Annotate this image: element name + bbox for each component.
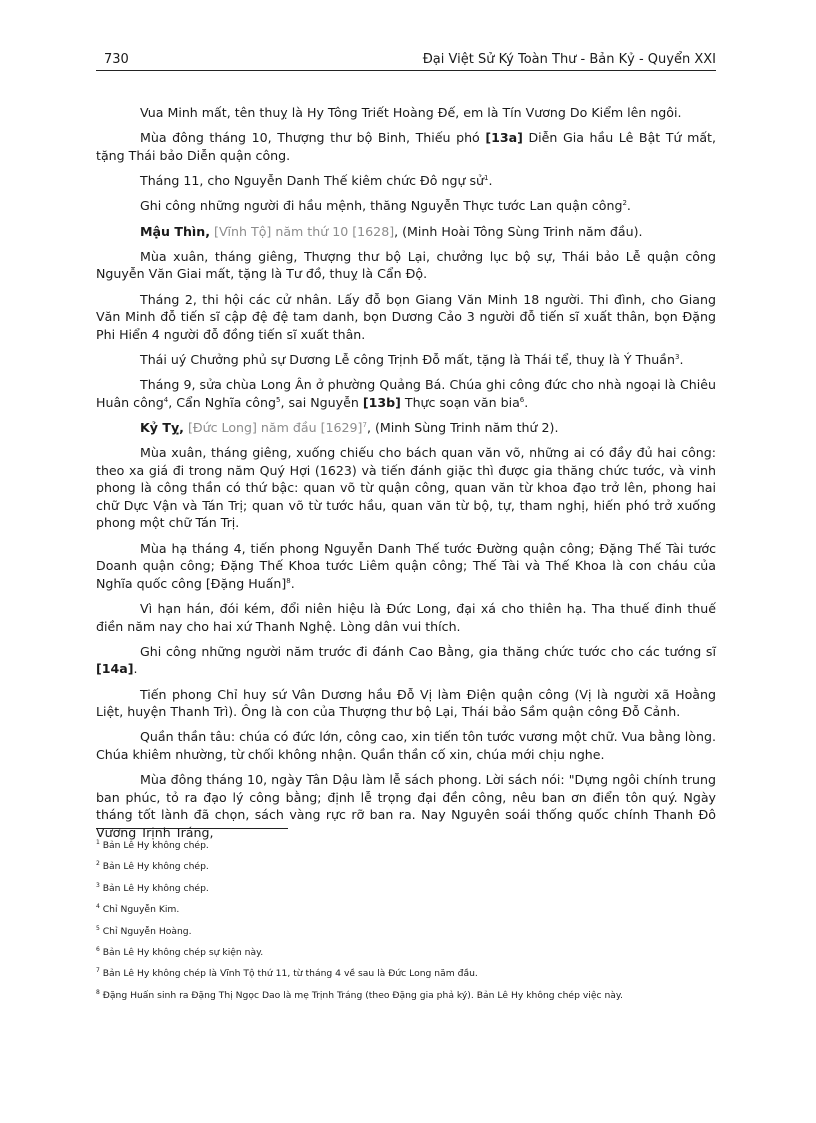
paragraph: Mùa hạ tháng 4, tiến phong Nguyễn Danh Thế tước Đường quận công; Đặng Thế Tài tước Doanh quận công; Đặng Thế Khoa tước Liêm quận công; Thế Tài và Thế Khoa là con cháu của Nghĩa quốc công [Đặng Huấn]$^8$.: [96, 540, 716, 591]
footnote-ref[interactable]: 2: [622, 199, 627, 208]
paragraph: Tháng 2, thi hội các cử nhân. Lấy đỗ bọn Giang Văn Minh 18 người. Thi đình, cho Giang Văn Minh đỗ tiến sĩ cập đệ đệ tam danh, bọn Dương Cảo 3 người đỗ tiến sĩ xuất thân, bọn Đặng Phi Hiển 4 người đỗ đồng tiến sĩ xuất thân.: [96, 291, 716, 342]
paragraph: Vua Minh mất, tên thuỵ là Hy Tông Triết Hoàng Đế, em là Tín Vương Do Kiểm lên ngôi.: [140, 105, 682, 120]
paragraph: Vì hạn hán, đói kém, đổi niên hiệu là Đức Long, đại xá cho thiên hạ. Tha thuế đinh thuế điền năm nay cho hai xứ Thanh Nghệ. Lòng dân vui thích.: [96, 601, 716, 634]
paragraph: Mùa đông tháng 10, ngày Tân Dậu làm lễ sách phong. Lời sách nói: "Dựng ngôi chính trung ban phúc, tỏ ra đạo lý công bằng; định lễ trọng đại đền công, nêu ban ơn điển tôn quý. Ngày tháng tốt lành đã chọn, sách vàng rực rỡ ban ra. Nay Nguyên soái thống quốc chính Thanh Đô Vương Trịnh Tráng,: [96, 772, 716, 840]
paragraph: Mùa xuân, tháng giêng, Thượng thư bộ Lại, chưởng lục bộ sự, Thái bảo Lễ quận công Nguyễn Văn Giai mất, tặng là Tư đồ, thuỵ là Cẩn Độ.: [96, 248, 716, 282]
footnote-ref[interactable]: 7: [362, 420, 367, 429]
year-name: Mậu Thìn,: [140, 223, 211, 239]
page-marker: [13b]: [362, 394, 401, 410]
footnote-separator: [96, 828, 288, 829]
page-marker: [13a]: [485, 130, 523, 146]
reign-year: [Vĩnh Tộ] năm thứ 10 [1628]: [214, 223, 395, 239]
footnote: $^5$ Chỉ Nguyễn Hoàng.: [96, 924, 192, 937]
running-title: Đại Việt Sử Ký Toàn Thư - Bản Kỷ - Quyển XXI: [422, 52, 716, 67]
body-text: [96, 104, 716, 849]
footnote-ref[interactable]: 6: [519, 395, 525, 404]
footnote: $^7$ Bản Lê Hy không chép là Vĩnh Tộ thứ 11, từ tháng 4 về sau là Đức Long năm đầu.: [96, 967, 478, 980]
paragraph: Thái uý Chưởng phủ sự Dương Lễ công Trịnh Đỗ mất, tặng là Thái tể, thuỵ là Ý Thuần$^3$.: [140, 352, 684, 368]
footnote-ref[interactable]: 1: [484, 173, 489, 182]
paragraph: Tháng 9, sửa chùa Long Ân ở phường Quảng Bá. Chúa ghi công đức cho nhà ngoại là Chiêu Huân công$^4$, Cẩn Nghĩa công$^5$, sai Nguyễn [13b] Thực soạn văn bia$^6$.: [96, 377, 716, 410]
footnote-ref[interactable]: 3: [674, 352, 680, 361]
footnote-ref[interactable]: 4: [163, 395, 169, 404]
paragraph: Mùa xuân, tháng giêng, xuống chiếu cho bách quan văn võ, những ai có đầy đủ hai công: theo xa giá đi trong năm Quý Hợi (1623) và tiến đánh giặc thì được gia thăng chức tước, và vinh phong là công thần có thứ bậc: quan võ từ quận công, quan văn từ khoa đạo trở lên, phong hai chữ Dực Vận và Tán Trị; quan võ từ tước hầu, quan văn từ bộ, tự, tham nghị, hiến phó trở xuống phong một chữ Tán Trị.: [96, 445, 716, 531]
year-heading: Mậu Thìn, [Vĩnh Tộ] năm thứ 10 [1628], (Minh Hoài Tông Sùng Trinh năm đầu).: [140, 223, 643, 239]
reign-year: [Đức Long] năm đầu [1629]: [187, 420, 363, 436]
footnote: $^3$ Bản Lê Hy không chép.: [96, 881, 209, 894]
page-number: 730: [104, 52, 129, 67]
paragraph: Ghi công những người đi hầu mệnh, thăng Nguyễn Thực tước Lan quận công$^2$.: [140, 198, 631, 214]
footnote-ref[interactable]: 8: [286, 576, 291, 585]
year-heading: Kỷ Tỵ, [Đức Long] năm đầu $[1629]^7$, (Minh Sùng Trinh năm thứ 2).: [140, 420, 559, 436]
footnotes: [96, 838, 716, 1009]
footnote: $^1$ Bản Lê Hy không chép.: [96, 838, 209, 851]
year-name: Kỷ Tỵ,: [140, 420, 184, 436]
footnote-ref[interactable]: 5: [275, 395, 281, 404]
footnote: $^8$ Đặng Huấn sinh ra Đặng Thị Ngọc Dao là mẹ Trịnh Tráng (theo Đặng gia phả ký). Bản Lê Hy không chép việc này.: [96, 988, 623, 1001]
paragraph: Mùa đông tháng 10, Thượng thư bộ Binh, Thiếu phó [13a] Diễn Gia hầu Lê Bật Tứ mất, tặng Thái bảo Diễn quận công.: [96, 130, 716, 163]
paragraph: Quần thần tâu: chúa có đức lớn, công cao, xin tiến tôn tước vương một chữ. Vua bằng lòng. Chúa khiêm nhường, từ chối không nhận. Quần thần cố xin, chúa mới chịu nghe.: [96, 729, 716, 762]
paragraph: Ghi công những người năm trước đi đánh Cao Bằng, gia thăng chức tước cho các tướng sĩ [14a].: [96, 643, 716, 677]
footnote: $^2$ Bản Lê Hy không chép.: [96, 860, 209, 873]
footnote: $^4$ Chỉ Nguyễn Kim.: [96, 903, 180, 916]
footnote: $^6$ Bản Lê Hy không chép sự kiện này.: [96, 945, 264, 958]
paragraph: Tháng 11, cho Nguyễn Danh Thế kiêm chức Đô ngự sử$^1$.: [140, 173, 493, 189]
paragraph: Tiến phong Chỉ huy sứ Vân Dương hầu Đỗ Vị làm Điện quận công (Vị là người xã Hoằng Liệt, huyện Thanh Trì). Ông là con của Thượng thư bộ Lại, Thái bảo Sầm quận công Đỗ Cảnh.: [96, 686, 716, 720]
page-header: [96, 50, 716, 71]
page-marker: [14a]: [96, 661, 134, 677]
